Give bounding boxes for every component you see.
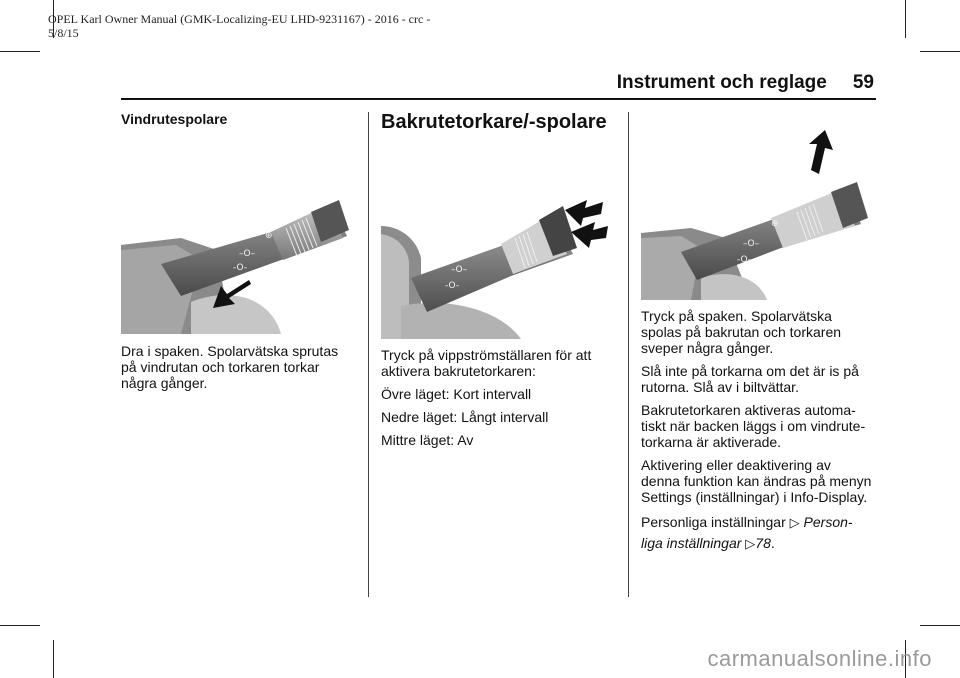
cross-reference (641, 512, 873, 554)
column-divider (628, 112, 629, 597)
section-heading: Bakrutetorkare/-spolare (381, 111, 607, 133)
paragraph: Bakrutetorkaren aktiveras automa-tiskt när backen läggs i om vindrute-torkarna är aktiverade. (641, 402, 866, 450)
reference-suffix: . (770, 535, 775, 551)
rocker-switch-illustration (381, 196, 608, 339)
wiper-stalk-push-illustration (641, 128, 868, 300)
svg-text:⊕: ⊕ (265, 231, 273, 241)
paragraph: Tryck på spaken. Spolarvätska spolas på bakrutan och torkaren sveper några gånger. (641, 308, 842, 356)
column-3-text (641, 308, 873, 561)
crop-mark (0, 51, 40, 52)
page-number: 59 (852, 72, 874, 93)
crop-mark (920, 51, 960, 52)
rear-washer-illustration (641, 128, 868, 300)
list-item: Övre läget: Kort intervall (381, 386, 532, 402)
header-rule (121, 98, 876, 100)
paragraph: Dra i spaken. Spolarvätska sprutas på vindrutan och torkaren torkar några gånger. (121, 343, 339, 391)
section-title: Instrument och reglage (616, 72, 827, 93)
document-meta (48, 12, 430, 40)
column-divider (368, 112, 369, 597)
meta-line-1: OPEL Karl Owner Manual (GMK-Localizing-EU LHD-9231167) - 2016 - crc - (48, 12, 431, 26)
list-item: Nedre läget: Långt intervall (381, 409, 549, 425)
watermark: carmanualsonline.info (707, 646, 932, 671)
svg-text:-O-: -O- (233, 263, 248, 273)
crop-mark (920, 625, 960, 626)
paragraph: Slå inte på torkarna om det är is på rutorna. Slå av i biltvättar. (641, 363, 859, 395)
svg-text:–O–: –O– (743, 239, 760, 249)
page-reference-arrow-icon: ▷ (745, 536, 756, 551)
running-header (514, 72, 874, 94)
column-2-text (381, 347, 611, 455)
svg-text:⊕: ⊕ (771, 219, 779, 229)
list-item: Mittre läget: Av (381, 432, 474, 448)
svg-text:-O-: -O- (445, 281, 460, 291)
svg-text:–O–: –O– (239, 249, 256, 259)
page-reference-arrow-icon: ▷ (789, 515, 800, 530)
crop-mark (0, 625, 40, 626)
paragraph: Aktivering eller deaktivering av denna funktion kan ändras på menyn Settings (inställningar) i Info-Display. (641, 457, 872, 505)
crop-mark (905, 0, 906, 38)
crop-mark (53, 640, 54, 678)
rear-wiper-illustration (381, 196, 608, 339)
wiper-stalk-pull-illustration (121, 190, 349, 334)
windscreen-washer-illustration (121, 190, 349, 334)
column-1-text (121, 343, 349, 398)
reference-page[interactable]: 78 (755, 535, 771, 551)
paragraph-intro: Tryck på vippströmställaren för att aktivera bakrutetorkaren: (381, 347, 592, 379)
subsection-heading: Vindrutespolare (121, 111, 228, 127)
reference-link[interactable]: Person-liga inställningar (641, 514, 853, 551)
svg-text:–O–: –O– (451, 265, 468, 275)
reference-text: Personliga inställningar (641, 514, 786, 530)
meta-line-2: 5/8/15 (48, 26, 79, 40)
svg-text:-O-: -O- (737, 255, 752, 265)
